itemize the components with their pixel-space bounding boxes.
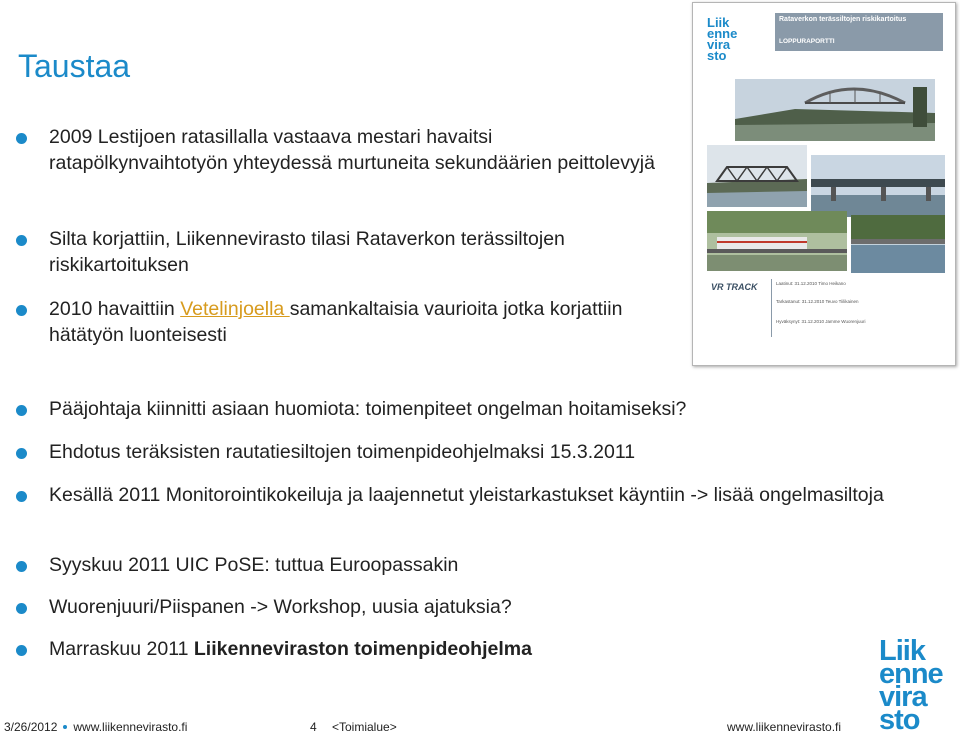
bridge-photo-river — [851, 215, 945, 273]
footer-dot-icon — [63, 725, 67, 729]
bullet-item — [16, 296, 666, 348]
slide-title: Taustaa — [18, 48, 131, 84]
bullet-text — [49, 296, 666, 348]
bullet-dot-icon — [16, 305, 27, 316]
bullet-dot-icon — [16, 133, 27, 144]
logo-line: enne — [879, 658, 943, 690]
bullet-dot-icon — [16, 645, 27, 656]
report-logo-line: enne — [707, 26, 738, 41]
approval-line: Hyväksynyt: 31.12.2010 Jamme Wuorenjuuri — [776, 319, 866, 324]
vetelinjoki-link[interactable]: Vetelinjoella — [180, 298, 290, 320]
bullet-text-bold: Liikenneviraston toimenpideohjelma — [193, 638, 532, 660]
bullet-dot-icon — [16, 448, 27, 459]
bullet-item — [16, 226, 586, 278]
bullet-dot-icon — [16, 235, 27, 246]
bullet-text: Syyskuu 2011 UIC PoSE: tuttua Euroopassakin — [49, 554, 459, 576]
logo-line: vira — [879, 681, 927, 713]
bridge-photo-train — [707, 211, 847, 271]
bullet-dot-icon — [16, 603, 27, 614]
bullet-text: 2009 Lestijoen ratasillalla vastaava mestari havaitsi ratapölkynvaihtotyön yhteydessä murtuneita sekundäärien peittolevyjä — [49, 126, 655, 174]
report-cover-image — [692, 2, 956, 366]
liikennevirasto-logo — [879, 635, 959, 736]
footer-site-link[interactable]: www.liikennevirasto.fi — [73, 720, 188, 734]
vr-track-logo: VR TRACK — [711, 282, 758, 292]
bullet-item — [16, 396, 916, 422]
bullet-dot-icon — [16, 405, 27, 416]
bullet-text: Ehdotus teräksisten rautatiesiltojen toimenpideohjelmaksi 15.3.2011 — [49, 441, 636, 463]
bridge-photo-steel — [811, 155, 945, 217]
footer-date: 3/26/2012 — [4, 720, 58, 734]
report-header-band — [775, 13, 943, 51]
bullet-item — [16, 594, 916, 620]
footer-area: <Toimialue> — [332, 720, 397, 734]
bullet-dot-icon — [16, 491, 27, 502]
bullet-text-part: samankaltaisia vaurioita jotka korjattiin hätätyön luonteisesti — [49, 298, 623, 346]
footer-left — [4, 720, 187, 734]
report-title: Rataverkon terässiltojen riskikartoitus — [779, 16, 907, 23]
bullet-text: Pääjohtaja kiinnitti asiaan huomiota: toimenpiteet ongelman hoitamiseksi? — [49, 398, 687, 420]
bullet-text — [49, 636, 866, 662]
report-logo-line: vira — [707, 37, 731, 52]
logo-line: sto — [879, 704, 920, 736]
bullet-item — [16, 124, 666, 176]
bullet-text: Kesällä 2011 Monitorointikokeiluja ja laajennetut yleistarkastukset käyntiin -> lisää ongelmasiltoja — [49, 484, 884, 506]
report-logo-line: Liik — [707, 15, 730, 30]
bullet-item — [16, 552, 916, 578]
bullet-text-part: 2010 havaittiin — [49, 298, 181, 320]
footer-page-number: 4 — [310, 720, 317, 734]
approval-line: Tarkastanut: 31.12.2010 Teuvo Tiilikainen — [776, 299, 859, 304]
report-subtitle: LOPPURAPORTTI — [779, 38, 835, 45]
bullet-text-part: Marraskuu 2011 — [49, 638, 194, 660]
report-footer — [705, 279, 945, 339]
bullet-item — [16, 636, 866, 662]
report-logo-line: sto — [707, 48, 727, 63]
bullet-text: Wuorenjuuri/Piispanen -> Workshop, uusia ajatuksia? — [49, 596, 512, 618]
footer-site-right[interactable]: www.liikennevirasto.fi — [727, 720, 842, 734]
bullet-item — [16, 482, 936, 508]
bullet-item — [16, 439, 916, 465]
bullet-text: Silta korjattiin, Liikennevirasto tilasi Rataverkon terässiltojen riskikartoituksen — [49, 228, 565, 276]
logo-line: Liik — [879, 635, 925, 667]
bullet-dot-icon — [16, 561, 27, 572]
report-logo — [707, 17, 759, 61]
report-approval-block — [771, 279, 948, 337]
approval-line: Laatinut: 31.12.2010 Timo Heikano — [776, 281, 846, 286]
bridge-photo-arch — [735, 79, 935, 141]
bridge-photo-truss — [707, 145, 807, 207]
